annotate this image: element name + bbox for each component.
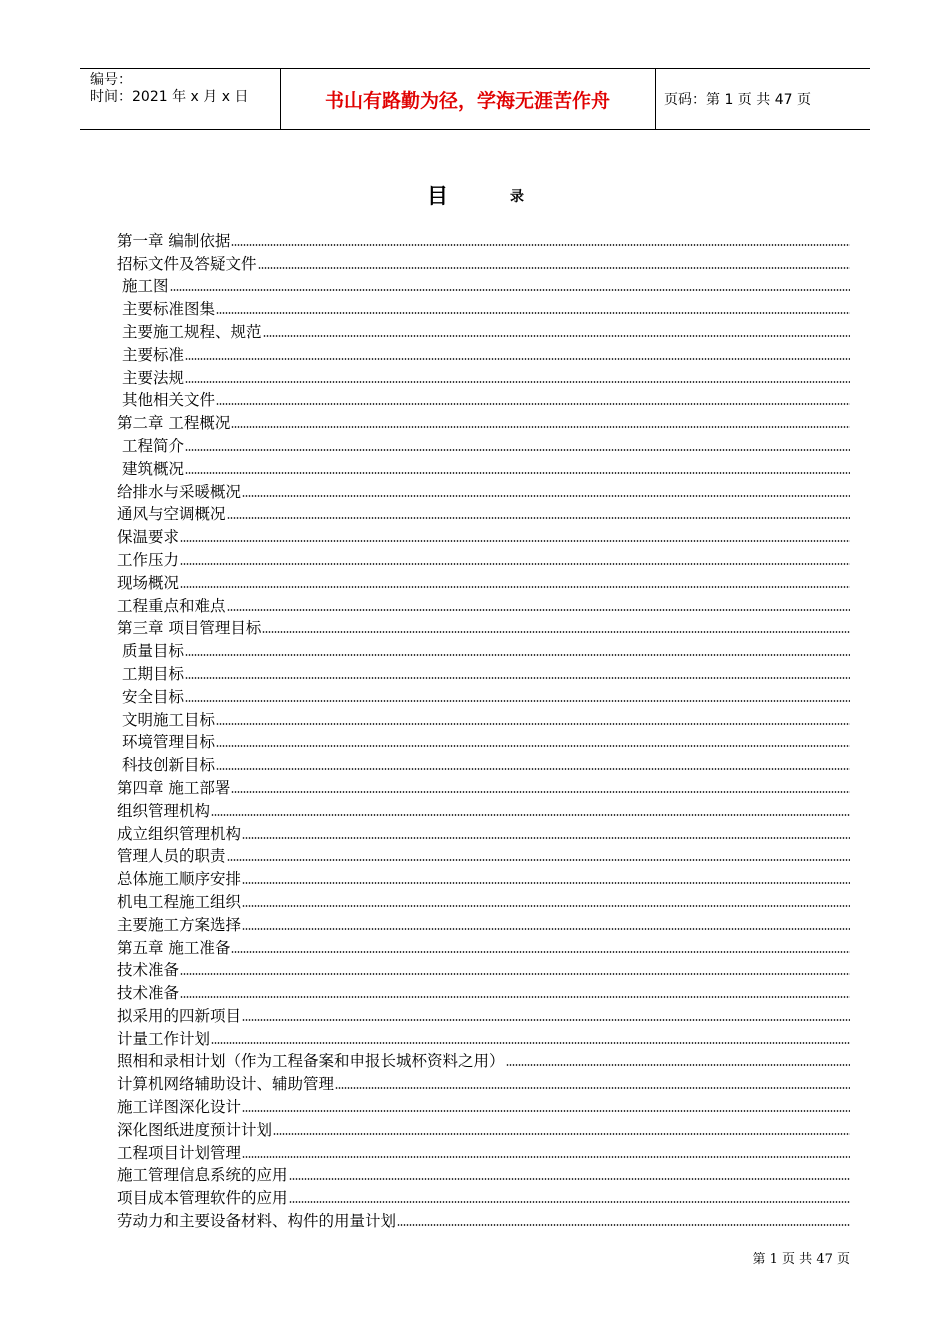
toc-leader-dots	[273, 1132, 850, 1136]
toc-entry[interactable]	[117, 341, 850, 364]
toc-entry[interactable]	[117, 1002, 850, 1025]
toc-leader-dots	[242, 1155, 850, 1159]
toc-entry[interactable]	[117, 957, 850, 980]
toc-leader-dots	[335, 1086, 850, 1090]
toc-entry[interactable]	[117, 592, 850, 615]
toc-leader-dots	[258, 266, 850, 270]
toc-leader-dots	[216, 402, 850, 406]
toc-entry[interactable]	[117, 1093, 850, 1116]
toc-entry-text: 工作压力	[117, 550, 180, 569]
toc-entry[interactable]	[117, 729, 850, 752]
toc-leader-dots	[185, 653, 850, 657]
toc-entry[interactable]	[117, 660, 850, 683]
toc-entry-text: 项目成本管理软件的应用	[117, 1189, 288, 1208]
toc-entry[interactable]	[117, 364, 850, 387]
toc-leader-dots	[231, 425, 850, 429]
toc-title-part1: 目	[427, 183, 448, 208]
toc-entry-text: 第四章 施工部署	[117, 778, 231, 797]
toc-entry[interactable]	[117, 865, 850, 888]
toc-entry-text: 主要法规	[122, 368, 185, 387]
toc-entry[interactable]	[117, 1184, 850, 1207]
toc-leader-dots	[242, 904, 850, 908]
toc-leader-dots	[185, 676, 850, 680]
toc-leader-dots	[231, 950, 850, 954]
toc-entry-text: 文明施工目标	[122, 710, 216, 729]
toc-entry-text: 环境管理目标	[122, 733, 216, 752]
toc-entry-text: 保温要求	[117, 528, 180, 547]
toc-leader-dots	[185, 357, 850, 361]
toc-entry[interactable]	[117, 432, 850, 455]
toc-entry[interactable]	[117, 888, 850, 911]
toc-entry[interactable]	[117, 546, 850, 569]
toc-leader-dots	[263, 334, 850, 338]
toc-entry-text: 第五章 施工准备	[117, 938, 231, 957]
toc-leader-dots	[185, 448, 850, 452]
toc-entry-text: 工程重点和难点	[117, 596, 226, 615]
toc-leader-dots	[242, 1109, 850, 1113]
toc-entry-text: 组织管理机构	[117, 801, 211, 820]
toc-leader-dots	[242, 1018, 850, 1022]
toc-title-part2: 录	[510, 189, 524, 205]
toc-entry-text: 施工图	[122, 277, 169, 296]
toc-leader-dots	[227, 608, 850, 612]
toc-entry-text: 现场概况	[117, 573, 180, 592]
toc-entry-text: 主要标准图集	[122, 300, 216, 319]
toc-entry-text: 工程项目计划管理	[117, 1143, 242, 1162]
toc-leader-dots	[180, 585, 850, 589]
toc-entry[interactable]	[117, 615, 850, 638]
toc-entry-text: 计算机网络辅助设计、辅助管理	[117, 1075, 335, 1094]
toc-leader-dots	[227, 858, 850, 862]
toc-leader-dots	[242, 927, 850, 931]
toc-leader-dots	[170, 288, 850, 292]
toc-entry-text: 通风与空调概况	[117, 505, 226, 524]
toc-entry-text: 拟采用的四新项目	[117, 1006, 242, 1025]
toc-leader-dots	[506, 1063, 850, 1067]
header-page-info: 页码：第 1 页 共 47 页	[664, 92, 811, 108]
toc-entry[interactable]	[117, 1070, 850, 1093]
toc-entry[interactable]	[117, 250, 850, 273]
toc-entry-text: 深化图纸进度预计计划	[117, 1120, 273, 1139]
page-footer: 第 1 页 共 47 页	[752, 1252, 850, 1267]
toc-entry-text: 主要标准	[122, 345, 185, 364]
toc-entry[interactable]	[117, 1116, 850, 1139]
toc-entry-text: 主要施工规程、规范	[122, 322, 262, 341]
toc-leader-dots	[185, 699, 850, 703]
toc-entry-text: 其他相关文件	[122, 391, 216, 410]
toc-entry-text: 科技创新目标	[122, 756, 216, 775]
toc-entry-text: 主要施工方案选择	[117, 915, 242, 934]
toc-leader-dots	[242, 494, 850, 498]
toc-leader-dots	[227, 516, 850, 520]
toc-leader-dots	[180, 972, 850, 976]
toc-leader-dots	[231, 243, 850, 247]
toc-entry[interactable]	[117, 1025, 850, 1048]
toc-entry[interactable]	[117, 979, 850, 1002]
toc-entry-text: 总体施工顺序安排	[117, 870, 242, 889]
toc-entry-text: 管理人员的职责	[117, 847, 226, 866]
toc-entry[interactable]	[117, 843, 850, 866]
toc-entry-text: 计量工作计划	[117, 1029, 211, 1048]
toc-entry-text: 施工管理信息系统的应用	[117, 1166, 288, 1185]
toc-entry[interactable]	[117, 637, 850, 660]
toc-leader-dots	[180, 562, 850, 566]
toc-leader-dots	[231, 790, 850, 794]
toc-entry[interactable]	[117, 1139, 850, 1162]
toc-entry-text: 技术准备	[117, 984, 180, 1003]
toc-entry[interactable]	[117, 318, 850, 341]
toc-entry[interactable]	[117, 683, 850, 706]
toc-entry[interactable]	[117, 455, 850, 478]
toc-entry-text: 安全目标	[122, 687, 185, 706]
toc-leader-dots	[216, 767, 850, 771]
toc-entry[interactable]	[117, 227, 850, 250]
toc-leader-dots	[180, 995, 850, 999]
toc-leader-dots	[211, 1041, 850, 1045]
toc-entry-text: 质量目标	[122, 642, 185, 661]
toc-entry[interactable]	[117, 706, 850, 729]
toc-entry[interactable]	[117, 409, 850, 432]
toc-leader-dots	[216, 722, 850, 726]
toc-entry-text: 第一章 编制依据	[117, 231, 231, 250]
table-of-contents	[117, 227, 850, 1230]
toc-entry-text: 工期目标	[122, 664, 185, 683]
toc-entry[interactable]	[117, 1207, 850, 1230]
header-number-label: 编号：	[90, 72, 132, 88]
toc-entry[interactable]	[117, 387, 850, 410]
toc-entry[interactable]	[117, 934, 850, 957]
toc-entry-text: 第二章 工程概况	[117, 414, 231, 433]
toc-title	[0, 180, 950, 210]
toc-leader-dots	[289, 1177, 850, 1181]
header-motto: 书山有路勤为径，学海无涯苦作舟	[324, 89, 610, 112]
toc-entry-text: 照相和录相计划（作为工程备案和申报长城杯资料之用）	[117, 1052, 505, 1071]
toc-leader-dots	[262, 630, 850, 634]
toc-entry[interactable]	[117, 774, 850, 797]
toc-leader-dots	[211, 813, 850, 817]
toc-entry[interactable]	[117, 751, 850, 774]
toc-leader-dots	[397, 1223, 850, 1227]
toc-entry[interactable]	[117, 820, 850, 843]
page-header	[80, 68, 870, 130]
toc-entry-text: 第三章 项目管理目标	[117, 619, 262, 638]
toc-entry-text: 技术准备	[117, 961, 180, 980]
toc-entry-text: 建筑概况	[122, 459, 185, 478]
toc-entry[interactable]	[117, 273, 850, 296]
toc-entry-text: 给排水与采暖概况	[117, 482, 242, 501]
toc-entry[interactable]	[117, 569, 850, 592]
toc-entry[interactable]	[117, 478, 850, 501]
toc-entry-text: 施工详图深化设计	[117, 1098, 242, 1117]
toc-entry-text: 机电工程施工组织	[117, 892, 242, 911]
toc-leader-dots	[180, 539, 850, 543]
toc-entry[interactable]	[117, 797, 850, 820]
toc-leader-dots	[289, 1200, 850, 1204]
toc-entry[interactable]	[117, 501, 850, 524]
toc-entry-text: 招标文件及答疑文件	[117, 254, 257, 273]
toc-leader-dots	[216, 311, 850, 315]
toc-entry[interactable]	[117, 1162, 850, 1185]
toc-leader-dots	[185, 380, 850, 384]
toc-entry[interactable]	[117, 523, 850, 546]
toc-leader-dots	[216, 744, 850, 748]
toc-leader-dots	[242, 881, 850, 885]
toc-entry-text: 成立组织管理机构	[117, 824, 242, 843]
toc-entry-text: 工程简介	[122, 436, 185, 455]
toc-entry-text: 劳动力和主要设备材料、构件的用量计划	[117, 1212, 397, 1231]
header-meta	[80, 69, 280, 129]
toc-entry[interactable]	[117, 911, 850, 934]
toc-entry[interactable]	[117, 1048, 850, 1071]
toc-entry[interactable]	[117, 295, 850, 318]
header-date: 时间：2021 年 x 月 x 日	[90, 89, 249, 105]
toc-leader-dots	[185, 471, 850, 475]
toc-leader-dots	[242, 836, 850, 840]
